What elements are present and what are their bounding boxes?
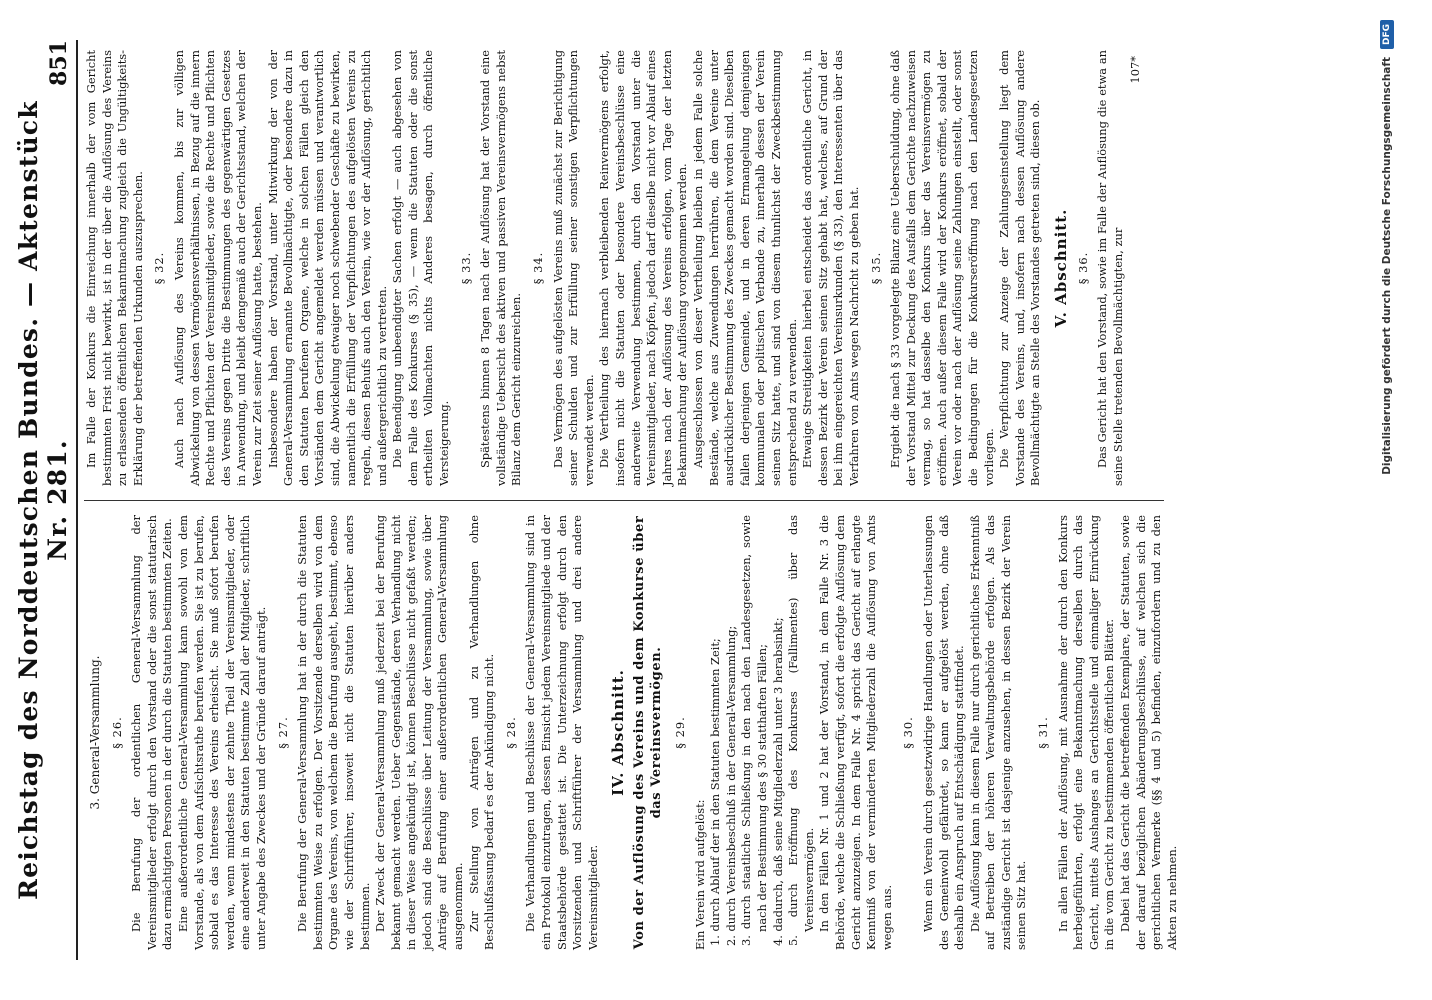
paragraph: Der Zweck der General-Versammlung muß jederzeit bei der Berufung bekannt gemacht werden. Ueber Gegenstände, deren Verhandlung nicht in dieser Weise angekündigt ist, können Beschlüsse nicht gefaßt werden; jedoch sind die Beschlüsse über Leitung der Versammlung, sowie über Anträge auf Berufung einer außerordentlichen General-Versammlung ausgenommen. — [373, 515, 466, 950]
paragraph: In allen Fällen der Auflösung, mit Ausnahme der durch den Konkurs herbeigeführten, erfolgt eine Bekanntmachung derselben durch das Gericht, mittels Aushanges an Gerichtsstelle und einmaliger Einrückung in die vom Gericht zu bestimmenden öffentlichen Blätter. — [1055, 515, 1117, 950]
section-heading-35: § 35. — [868, 251, 883, 285]
section-heading-34: § 34. — [531, 251, 546, 285]
page-header — [14, 40, 78, 960]
section-heading-33: § 33. — [458, 251, 473, 285]
paragraph: Die Auflösung kann in diesem Falle nur durch gerichtliches Erkenntniß auf Betreiben der höheren Verwaltungsbehörde erfolgen. Als das zuständige Gericht ist dasjenige anzusehen, in dessen Bezirk der Verein seinen Sitz hat. — [967, 515, 1029, 950]
paragraph: Etwaige Streitigkeiten hierbei entscheidet das ordentliche Gericht, in dessen Bezirk der Verein seinen Sitz gehabt hat, welches, auf Grund der bei ihm eingereichten Vereinsurkunden (§ 33), den Interessenten über das Verfahren von Amts wegen Nachricht zu geben hat. — [800, 50, 861, 486]
list-item: 3. durch staatliche Schließung in den nach den Landesgesetzen, sowie nach der Bestimmung des § 30 statthaften Fällen; — [739, 515, 769, 946]
paragraph: Die Verhandlungen und Beschlüsse der General-Versammlung sind in ein Protokoll einzutragen, dessen Einsicht jedem Vereinsmitgliede und der Staatsbehörde gestattet ist. Die Unterzeichnung erfolgt durch den Vorsitzenden und Schriftführer der Versammlung und drei andere Vereinsmitglieder. — [523, 515, 600, 950]
paragraph: Eine außerordentliche General-Versammlung kann sowohl von dem Vorstande, als von dem Aufsichtsrathe berufen werden. Sie ist zu berufen, sobald es das Interesse des Vereins erheischt. Sie muß sofort berufen werden, wenn mindestens der zehnte Theil der Vereinsmitglieder, oder eine anderweit in den Statuten bestimmte Zahl der Mitglieder, schriftlich unter Angabe des Zweckes und der Gründe darauf anträgt. — [175, 515, 268, 950]
section-heading-26: § 26. — [109, 716, 124, 749]
paragraph: Die Beendigung unbeendigter Sachen erfolgt — auch abgesehen von dem Falle des Konkurses (§ 35), — wenn die Statuten oder die sonst ertheilten Vollmachten nichts Anderes besagen, durch öffentliche Versteigerung. — [390, 50, 452, 486]
paragraph: In den Fällen Nr. 1 und 2 hat der Vorstand, in dem Falle Nr. 3 die Behörde, welche die Schließung verfügt, sofort die erfolgte Auflösung dem Gericht anzuzeigen. In dem Falle Nr. 4 spricht das Gericht auf erlangte Kenntniß von der verminderten Mitgliederzahl die Auflösung von Amts wegen aus. — [817, 515, 894, 950]
list-item: 4. dadurch, daß seine Mitgliederzahl unter 3 herabsinkt; — [770, 617, 785, 946]
chapter-heading-v: V. Abschnitt. — [1052, 208, 1071, 328]
digitization-text: Digitalisierung gefördert durch die Deutsche Forschungsgemeinschaft — [1381, 57, 1393, 475]
list-item: 5. durch Eröffnung des Konkurses (Fallimentes) über das Vereinsvermögen. — [786, 515, 816, 946]
section-heading-32: § 32. — [152, 251, 167, 285]
paragraph: Ergiebt die nach § 33 vorgelegte Bilanz eine Ueberschuldung, ohne daß der Vorstand Mittel zur Deckung des Ausfalls dem Gerichte nachzuweisen vermag, so hat dasselbe den Konkurs über das Vereinsvermögen zu eröffnen. Auch außer diesem Falle wird der Konkurs eröffnet, sobald der Verein vor oder nach der Auflösung seine Zahlungen einstellt, oder sonst die Bedingungen für die Konkurseröffnung nach den Landesgesetzen vorliegen. — [888, 50, 996, 486]
paragraph: Das Vermögen des aufgelösten Vereins muß zunächst zur Berichtigung seiner Schulden und zur Erfüllung seiner sonstigen Verpflichtungen verwendet werden. — [550, 50, 596, 486]
section-heading-28: § 28. — [503, 716, 518, 749]
section-heading-36: § 36. — [1075, 251, 1090, 285]
paragraph: Dabei hat das Gericht die betreffenden Exemplare, der Statuten, sowie der darauf bezüglichen Abänderungsbeschlüsse, auf welchen sich die gerichtlichen Vermerke (§§ 4 und 5) befinden, einzufordern und zu den Akten zu nehmen. — [1118, 515, 1179, 950]
chapter-heading-iv: IV. Abschnitt. — [609, 669, 628, 796]
dissolution-list — [708, 515, 817, 950]
paragraph: Die Vertheilung des hiernach verbleibenden Reinvermögens erfolgt, insofern nicht die Statuten oder besondere Vereinsbeschlüsse eine anderweite Verwendung bestimmen, durch den Vorstand unter die Vereinsmitglieder, nach Köpfen, jedoch darf dieselbe nicht vor Ablauf eines Jahres nach der Auflösung des Vereins erfolgen, vom Tage der letzten Bekanntmachung der Auflösung vorgenommen werden. — [597, 50, 690, 486]
paragraph: Spätestens binnen 8 Tagen nach der Auflösung hat der Vorstand eine vollständige Uebersicht des aktiven und passiven Vereinsvermögens nebst Bilanz dem Gericht einzureichen. — [478, 50, 524, 486]
right-column — [84, 40, 1164, 500]
paragraph: Insbesondere haben der Vorstand, unter Mitwirkung der von der General-Versammlung ernannte Bevollmächtigte, oder besondere dazu in den Statuten berufenen Organe, welche in solchen Fällen gleich den Vorständen dem Gericht angemeldet werden müssen und verantwortlich sind, die Abwickelung etwaiger noch schwebender Geschäfte zu bewirken, namentlich die Erfüllung der Verpflichtungen des aufgelösten Vereins zu regeln, diesen Behufs auch den Verein, wie vor der Auflösung, gerichtlich und außergerichtlich zu vertreten. — [265, 50, 389, 486]
text-columns — [84, 40, 1179, 960]
section-heading-31: § 31. — [1036, 716, 1051, 749]
paragraph: Wenn ein Verein durch gesetzwidrige Handlungen oder Unterlassungen des Gemeinwohl gefährdet, so kann er aufgelöst werden, ohne daß deshalb ein Anspruch auf Entschädigung stattfindet. — [920, 515, 967, 950]
section-heading-27: § 27. — [275, 716, 290, 749]
paragraph: Das Gericht hat den Vorstand, sowie im Falle der Auflösung die etwa an seine Stelle tretenden Bevollmächtigten, zur — [1095, 50, 1125, 486]
list-item: 1. durch Ablauf der in den Statuten bestimmten Zeit; — [708, 638, 723, 946]
left-column — [84, 500, 1179, 960]
signature-mark: 107* — [1128, 56, 1143, 84]
chapter-title-iv: Von der Auflösung des Vereins und dem Konkurse über das Vereinsvermögen. — [632, 515, 664, 950]
paragraph: Die Berufung der ordentlichen General-Versammlung der Vereinsmitglieder erfolgt durch den Vorstand oder die sonst statutarisch dazu ermächtigten Personen in der durch die Statuten bestimmten Zeiten. — [129, 515, 175, 950]
paragraph: Zur Stellung von Anträgen und zu Verhandlungen ohne Beschlußfassung bedarf es der Ankündigung nicht. — [466, 515, 497, 950]
running-head: Reichstag des Norddeutschen Bundes. — Aktenstück Nr. 281. — [14, 100, 72, 900]
section-heading-30: § 30. — [901, 716, 916, 749]
digitization-note — [1376, 0, 1398, 1000]
paragraph: Auch nach Auflösung des Vereins kommen, bis zur völligen Abwickelung von dessen Vermögensverhältnissen, in Bezug auf die innern Rechte und Pflichten der Vereinsmitglieder, sowie die Rechte und Pflichten des Vereins gegen Dritte die Bestimmungen des gegenwärtigen Gesetzes in Anwendung, und bleibt demgemäß auch der Gerichtsstand, welchen der Verein zur Zeit seiner Auflösung hatte, bestehen. — [171, 50, 264, 486]
list-item: 2. durch Vereinsbeschluß in der General-Versammlung; — [723, 625, 738, 946]
section-heading-29: § 29. — [673, 716, 687, 749]
paragraph: Ausgeschlossen von dieser Vertheilung bleiben in jedem Falle solche Bestände, welche aus Zuwendungen herrühren, die dem Vereine unter ausdrücklicher Bestimmung des Zweckes gemacht worden sind. Dieselben fallen derjenigen Gemeinde, und in deren Ermangelung demjenigen kommunalen oder politischen Verbande zu, innerhalb dessen der Verein seinen Sitz hatte, und sind von diesem thunlichst der Zweckbestimmung entsprechend zu verwenden. — [690, 50, 799, 486]
dfg-logo: DFG — [1380, 20, 1394, 49]
paragraph: Ein Verein wird aufgelöst: — [692, 799, 707, 950]
subsection-title: 3. General-Versammlung. — [88, 655, 102, 810]
paragraph: Die Berufung der General-Versammlung hat in der durch die Statuten bestimmten Weise zu erfolgen. Der Vorsitzende derselben wird von dem Organe des Vereins, von welchem die Berufung ausgeht, bestimmt, ebenso wie der Schriftführer, insoweit nicht die Statuten hierüber anders bestimmen. — [295, 515, 372, 950]
page-number: 851 — [46, 40, 72, 86]
paragraph: Im Falle der Konkurs die Einreichung innerhalb der vom Gericht bestimmten Frist nicht bewirkt, ist in der über die Auflösung des Vereins zu erlassenden öffentlichen Bekanntmachung zugleich die Ungültigkeits-Erklärung der betreffenden Urkunden auszusprechen. — [84, 50, 145, 486]
paragraph: Die Verpflichtung zur Anzeige der Zahlungseinstellung liegt dem Vorstande des Vereins, und, insofern nach dessen Auflösung andere Bevollmächtigte an Stelle des Vorstandes getreten sind, diesen ob. — [997, 50, 1043, 486]
